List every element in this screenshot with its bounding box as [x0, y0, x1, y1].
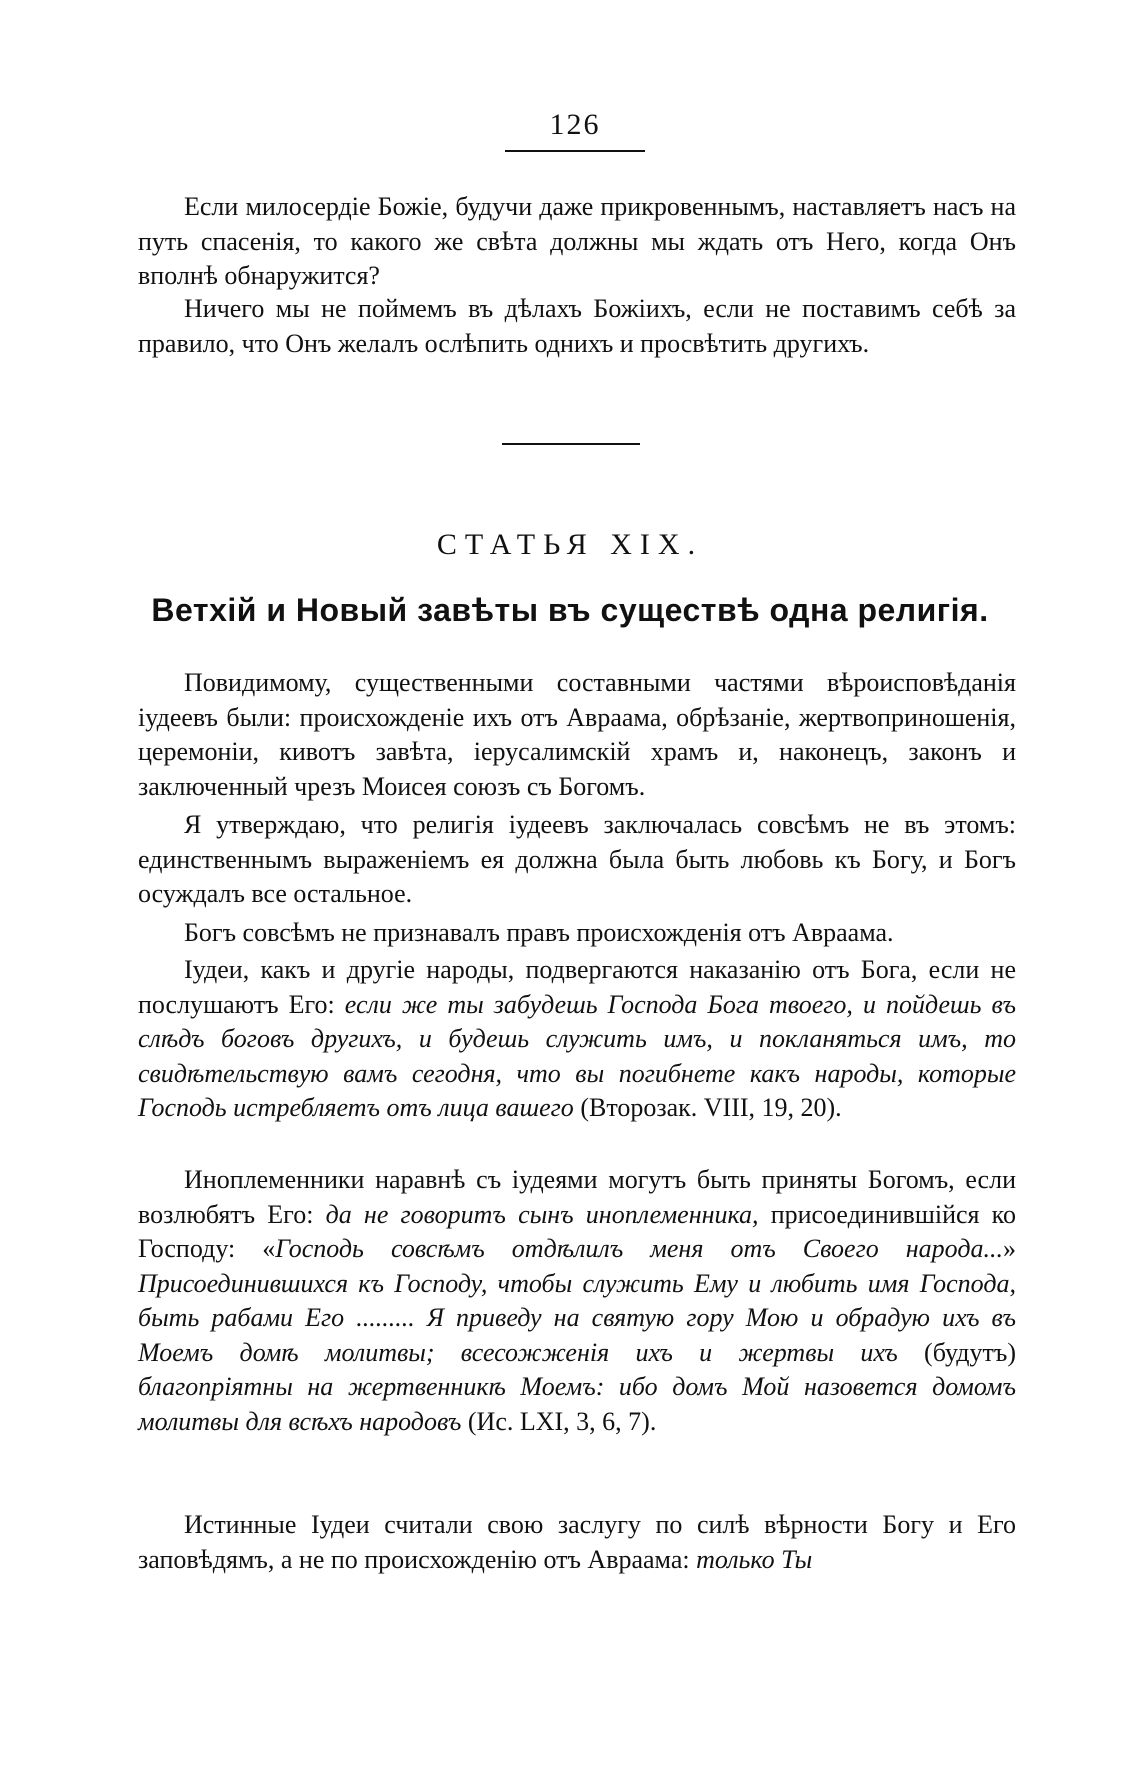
intro-paragraph-2: Ничего мы не поймемъ въ дѣлахъ Божіихъ, если не поставимъ себѣ за правило, что Онъ желалъ ослѣпить однихъ и просвѣтить другихъ. [138, 294, 1016, 358]
section-divider [502, 443, 640, 445]
body-paragraph-1: Повидимому, существенными составными частями вѣроисповѣданія іудеевъ были: происхожденіе ихъ отъ Авраама, обрѣзаніе, жертвоприношенія, церемоніи, кивотъ завѣта, іерусалимскій храмъ и, наконецъ, законъ и заключенный чрезъ Моисея союзъ съ Богомъ. [138, 668, 1016, 801]
article-heading: Ветхій и Новый завѣты въ существѣ одна религія. [151, 592, 989, 628]
p5-text-3: » [1003, 1234, 1016, 1263]
page-number: 126 [549, 108, 601, 141]
p6-text: Истинные Іудеи считали свою заслугу по силѣ вѣрности Богу и Его заповѣдямъ, а не по происхожденію отъ Авраама: [138, 1510, 1016, 1574]
p5-quote-2: Господь совсѣмъ отдѣлилъ меня отъ Своего народа... [275, 1234, 1003, 1263]
p5-quote-1: да не говоритъ сынъ иноплеменника, [325, 1199, 759, 1229]
body-paragraph-2: Я утверждаю, что религія іудеевъ заключалась совсѣмъ не въ этомъ: единственнымъ выраженіемъ ея должна была быть любовь къ Богу, и Богъ осуждалъ все остальное. [138, 810, 1016, 908]
body-paragraph-3: Богъ совсѣмъ не признавалъ правъ происхожденія отъ Авраама. [184, 918, 894, 947]
article-label: СТАТЬЯ XIX. [436, 528, 704, 561]
p4-citation: (Второзак. VIII, 19, 20). [573, 1093, 842, 1122]
p5-text: Иноплеменники наравнѣ съ іудеями могутъ быть приняты Богомъ, если возлюбятъ Его: [138, 1165, 1016, 1229]
p5-quote-3: Присоединившихся къ Господу, чтобы служить Ему и любить имя Господа, быть рабами Его ......... Я приведу на святую гору Мою и обрадую ихъ въ Моемъ домѣ молитвы; всесожженія ихъ и жертвы ихъ [138, 1268, 1016, 1367]
p5-text-4: (будутъ) [897, 1337, 1016, 1367]
p4-text: Іудеи, какъ и другіе народы, подвергаются наказанію отъ Бога, если не послушаютъ Его: [138, 955, 1016, 1019]
body-paragraph-5 [138, 1163, 1016, 1439]
p5-quote-4: благопріятны на жертвенникѣ Моемъ: ибо домъ Мой назовется домомъ молитвы для всѣхъ народовъ [138, 1372, 1016, 1436]
p5-text-2: присоединившійся ко Господу: « [138, 1199, 1016, 1263]
p6-quote: только Ты [696, 1544, 813, 1574]
page-number-rule [505, 150, 645, 152]
p4-quote: если же ты забудешь Господа Бога твоего, и пойдешь въ слѣдъ боговъ другихъ, и будешь служить имъ, и покланяться имъ, то свидѣтельствую вамъ сегодня, что вы погибнете какъ народы, которые Господь истребляетъ отъ лица вашего [138, 989, 1016, 1122]
p5-citation: (Ис. LXI, 3, 6, 7). [461, 1406, 657, 1436]
body-paragraph-6 [138, 1508, 1016, 1577]
body-paragraph-4 [138, 953, 1016, 1126]
intro-paragraph-1: Если милосердіе Божіе, будучи даже прикровеннымъ, наставляетъ насъ на путь спасенія, то какого же свѣта должны мы ждать отъ Него, когда Онъ вполнѣ обнаружится? [138, 192, 1016, 290]
